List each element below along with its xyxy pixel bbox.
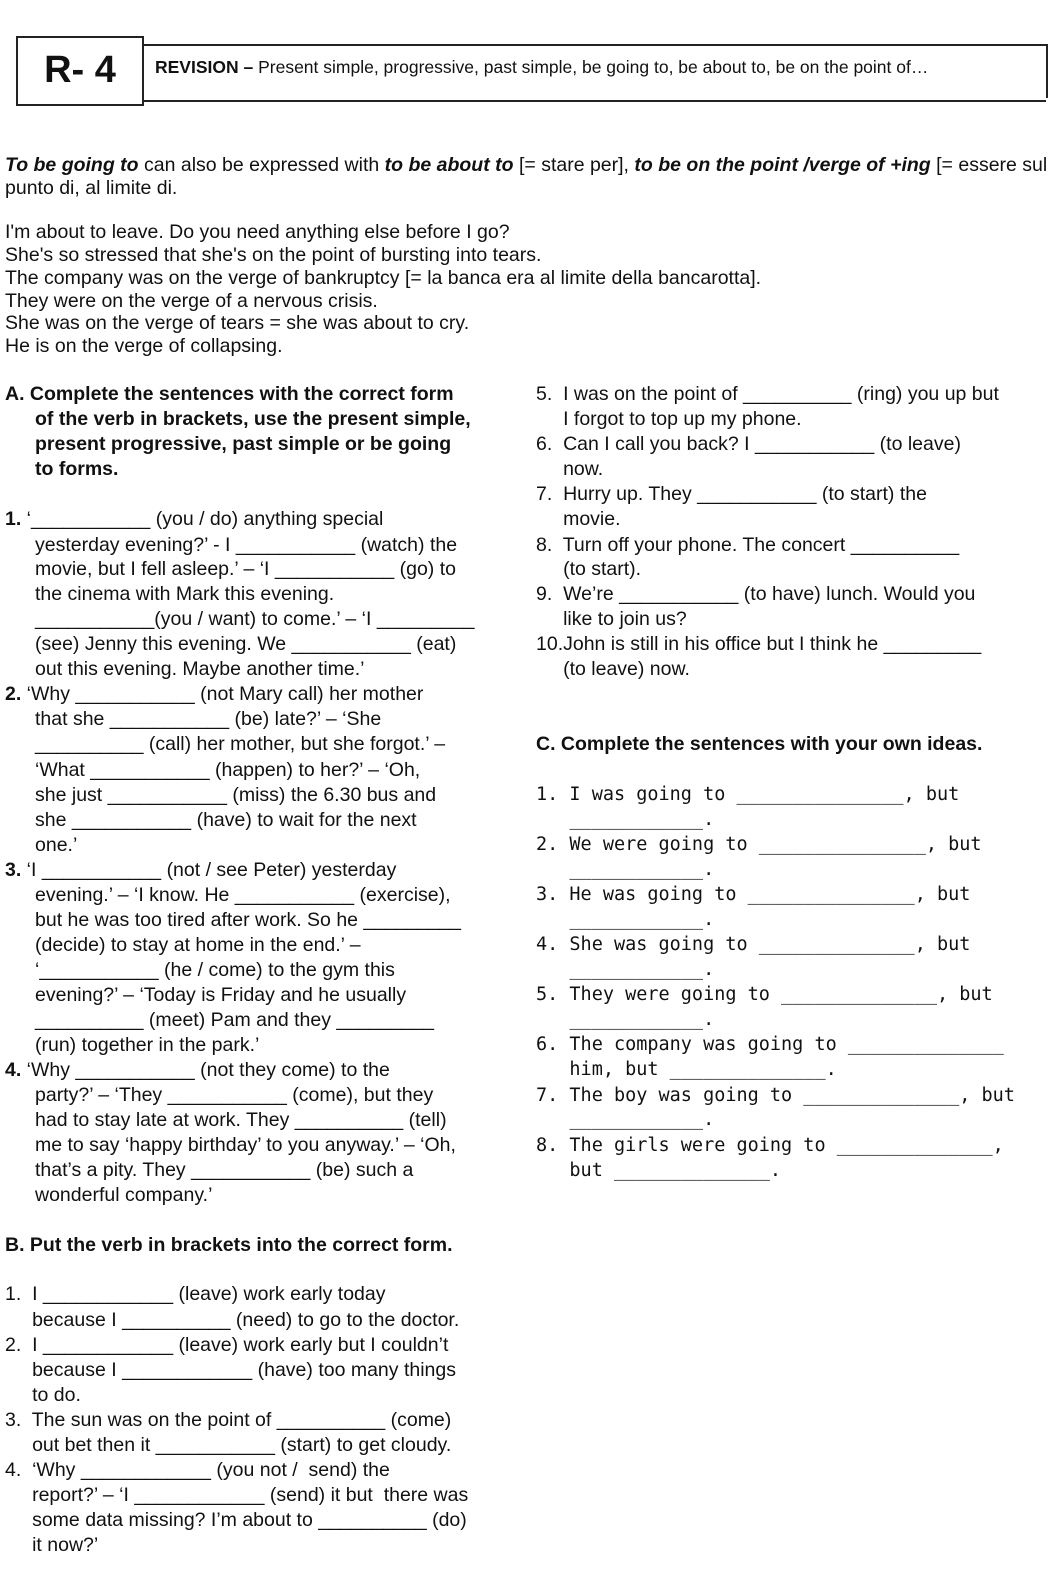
section-a-line: the cinema with Mark this evening. [35,583,335,605]
section-b-line: to do. [5,1384,81,1406]
section-c-line: ____________. [536,859,715,880]
section-a-title-line: of the verb in brackets, use the present simple, [35,408,471,430]
section-a-line: (see) Jenny this evening. We ___________ (eat) [35,633,457,655]
section-a-line [5,1058,390,1082]
section-c-line: 8. The girls were going to ______________, [536,1135,1004,1156]
section-b-line: because I ____________ (have) too many things [5,1359,456,1381]
section-b-line: because I __________ (need) to go to the doctor. [5,1309,460,1331]
example-line: The company was on the verge of bankruptcy [= la banca era al limite della bancarotta]. [5,267,762,289]
section-b-line: report?’ – ‘I ____________ (send) it but there was [5,1484,469,1506]
title-rest: Present simple, progressive, past simple, be going to, be about to, be on the point of… [253,57,929,77]
section-c-line: ____________. [536,809,715,830]
title-bold: REVISION – [155,57,254,77]
section-c-title: C. Complete the sentences with your own ideas. [536,733,983,755]
section-a-line: evening.’ – ‘I know. He ___________ (exercise), [35,884,451,906]
worksheet-code-box [16,36,144,106]
intro-term-going-to: To be going to [5,154,139,176]
section-b-line: out bet then it ___________ (start) to get cloudy. [5,1434,452,1456]
section-c-line: 5. They were going to ______________, but [536,984,993,1005]
intro-term-point-verge: to be on the point /verge of +ing [634,154,931,176]
section-a-line: that’s a pity. They ___________ (be) such a [35,1159,414,1181]
item-number: 3. [5,859,22,881]
right-line: 6. Can I call you back? I ___________ (to leave) [536,433,961,455]
section-c-line: 3. He was going to _______________, but [536,884,971,905]
section-a-title-line: present progressive, past simple or be going [35,433,452,455]
example-line: He is on the verge of collapsing. [5,335,283,357]
section-c-line: ____________. [536,1109,715,1130]
intro-line-2: punto di, al limite di. [5,177,178,199]
section-a-line: ‘___________ (he / come) to the gym this [35,959,395,981]
section-c-line: 1. I was going to _______________, but [536,784,960,805]
intro-line-1 [5,153,1047,177]
example-line: She was on the verge of tears = she was about to cry. [5,312,470,334]
header-right-border [1046,44,1048,98]
section-b-line: it now?’ [5,1534,99,1556]
right-line: 5. I was on the point of __________ (ring) you up but [536,383,999,405]
section-c-line: 2. We were going to _______________, but [536,834,982,855]
section-a-line: one.’ [35,834,78,856]
section-a-line: she just ___________ (miss) the 6.30 bus and [35,784,437,806]
item-text: ‘I ___________ (not / see Peter) yesterday [21,859,397,881]
section-a-title-line: to forms. [35,458,119,480]
right-line: 8. Turn off your phone. The concert __________ [536,534,960,556]
section-b-line: 1. I ____________ (leave) work early today [5,1283,386,1305]
section-c-line: 7. The boy was going to ______________, but [536,1085,1015,1106]
section-b-line: 3. The sun was on the point of __________ (come) [5,1409,452,1431]
worksheet-title [155,56,928,78]
section-c-line: 6. The company was going to ______________ [536,1034,1004,1055]
section-a-line [5,682,423,706]
section-c-line: ____________. [536,909,715,930]
section-a-line [5,858,396,882]
section-a-line: out this evening. Maybe another time.’ [35,658,365,680]
example-line: I'm about to leave. Do you need anything else before I go? [5,221,510,243]
worksheet-code: R- 4 [44,49,116,91]
right-line: now. [536,458,604,480]
item-text: ‘___________ (you / do) anything special [21,508,384,530]
section-a-line: had to stay late at work. They __________ (tell) [35,1109,447,1131]
item-text: ‘Why ___________ (not they come) to the [21,1059,390,1081]
section-b-title: B. Put the verb in brackets into the correct form. [5,1234,453,1256]
intro-text: [= essere sul [930,154,1048,176]
section-b-line: 4. ‘Why ____________ (you not / send) the [5,1459,390,1481]
right-line: I forgot to top up my phone. [536,408,802,430]
right-line: (to leave) now. [536,658,690,680]
example-line: She's so stressed that she's on the point of bursting into tears. [5,244,542,266]
right-line: like to join us? [536,608,687,630]
right-line: movie. [536,508,621,530]
right-line: 7. Hurry up. They ___________ (to start) the [536,483,927,505]
item-number: 1. [5,508,22,530]
section-a-line: party?’ – ‘They ___________ (come), but they [35,1084,434,1106]
right-line: (to start). [536,558,642,580]
item-text: ‘Why ___________ (not Mary call) her mother [21,683,424,705]
section-a-line: that she ___________ (be) late?’ – ‘She [35,708,382,730]
section-a-line: wonderful company.’ [35,1184,213,1206]
section-a-line: yesterday evening?’ - I ___________ (watch) the [35,534,458,556]
section-b-line: some data missing? I’m about to __________ (do) [5,1509,467,1531]
section-c-line: ____________. [536,1009,715,1030]
section-a-line: __________ (meet) Pam and they _________ [35,1009,434,1031]
section-a-line: me to say ‘happy birthday’ to you anyway.’ – ‘Oh, [35,1134,456,1156]
section-c-line: him, but ______________. [536,1059,837,1080]
section-a-line: (decide) to stay at home in the end.’ – [35,934,361,956]
section-a-line [5,507,383,531]
section-a-line: evening?’ – ‘Today is Friday and he usually [35,984,407,1006]
section-b-line: 2. I ____________ (leave) work early but I couldn’t [5,1334,449,1356]
section-c-line: 4. She was going to ______________, but [536,934,971,955]
item-number: 4. [5,1059,22,1081]
right-line: 9. We’re ___________ (to have) lunch. Would you [536,583,976,605]
intro-text: can also be expressed with [138,154,385,176]
section-c-line: but ______________. [536,1160,782,1181]
section-a-line: (run) together in the park.’ [35,1034,260,1056]
section-a-line: but he was too tired after work. So he _________ [35,909,462,931]
section-a-line: ‘What ___________ (happen) to her?’ – ‘Oh, [35,759,421,781]
intro-term-about-to: to be about to [384,154,514,176]
right-line: 10.John is still in his office but I think he _________ [536,633,982,655]
item-number: 2. [5,683,22,705]
example-line: They were on the verge of a nervous crisis. [5,290,378,312]
section-a-title-line: A. Complete the sentences with the correct form [5,383,454,405]
section-c-line: ____________. [536,959,715,980]
intro-text: [= stare per], [513,154,635,176]
section-a-line: __________ (call) her mother, but she forgot.’ – [35,733,446,755]
section-a-line: she ___________ (have) to wait for the next [35,809,417,831]
section-a-line: movie, but I fell asleep.’ – ‘I ___________ (go) to [35,558,456,580]
section-a-line: ___________(you / want) to come.’ – ‘I _________ [35,608,475,630]
